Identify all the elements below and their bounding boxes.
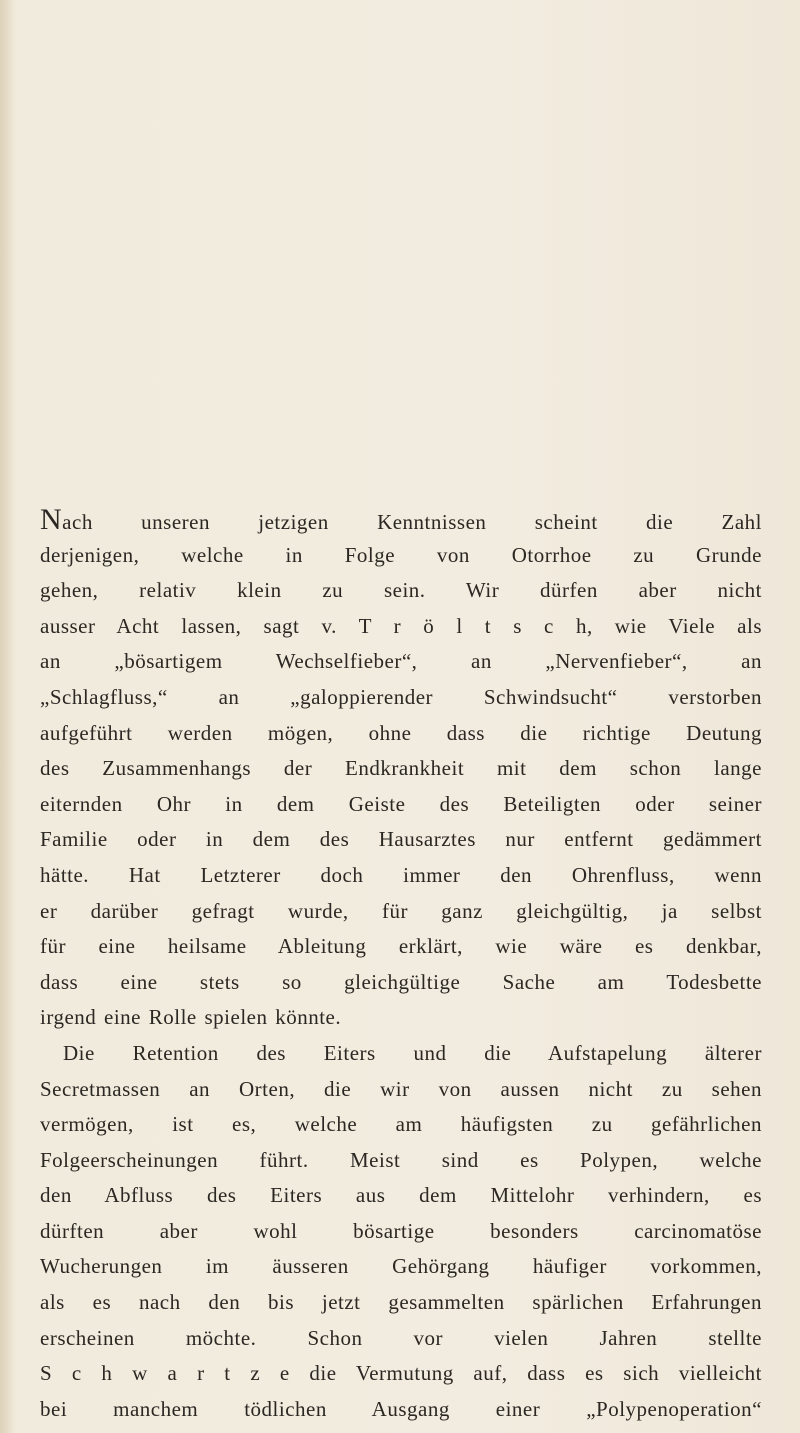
text-line: er darüber gefragt wurde, für ganz gleichgültig, ja selbst <box>40 898 762 923</box>
text-line: Nach unseren jetzigen Kenntnissen scheint die Zahl <box>40 503 762 536</box>
text-line: gehen, relativ klein zu sein. Wir dürfen aber nicht <box>40 578 762 603</box>
text-line: an „bösartigem Wechselfieber“, an „Nervenfieber“, an <box>40 649 762 674</box>
text-line: aufgeführt werden mögen, ohne dass die richtige Deutung <box>40 720 762 745</box>
text-line: Die Retention des Eiters und die Aufstapelung älterer <box>63 1040 762 1065</box>
page-gutter-shadow <box>0 0 14 1433</box>
paragraph-1 <box>40 502 762 1036</box>
text-line: den Abfluss des Eiters aus dem Mittelohr verhindern, es <box>40 1183 762 1208</box>
body-text <box>40 502 762 1427</box>
text-line: dass eine stets so gleichgültige Sache am Todesbette <box>40 969 762 994</box>
text-line: dürften aber wohl bösartige besonders carcinomatöse <box>40 1218 762 1243</box>
text-line: des Zusammenhangs der Endkrankheit mit dem schon lange <box>40 756 762 781</box>
text-line: Folgeerscheinungen führt. Meist sind es Polypen, welche <box>40 1147 762 1172</box>
text-line: ausser Acht lassen, sagt v. T r ö l t s c h, wie Viele als <box>40 613 762 638</box>
text-line: als es nach den bis jetzt gesammelten spärlichen Erfahrungen <box>40 1290 762 1315</box>
text-line: Secretmassen an Orten, die wir von aussen nicht zu sehen <box>40 1076 762 1101</box>
text-line: S c h w a r t z e die Vermutung auf, dass es sich vielleicht <box>40 1361 762 1386</box>
text-line: „Schlagfluss,“ an „galoppierender Schwindsucht“ verstorben <box>40 684 762 709</box>
text-line: irgend eine Rolle spielen könnte. <box>40 1005 342 1030</box>
text-line: erscheinen möchte. Schon vor vielen Jahren stellte <box>40 1325 762 1350</box>
text-line: eiternden Ohr in dem Geiste des Beteiligten oder seiner <box>40 791 762 816</box>
text-line: für eine heilsame Ableitung erklärt, wie wäre es denkbar, <box>40 934 762 959</box>
text-line: Wucherungen im äusseren Gehörgang häufiger vorkommen, <box>40 1254 762 1279</box>
text-line: derjenigen, welche in Folge von Otorrhoe zu Grunde <box>40 542 762 567</box>
text-line: vermögen, ist es, welche am häufigsten zu gefährlichen <box>40 1112 762 1137</box>
text-line: hätte. Hat Letzterer doch immer den Ohrenfluss, wenn <box>40 862 762 887</box>
text-line: Familie oder in dem des Hausarztes nur entfernt gedämmert <box>40 827 762 852</box>
text-line: bei manchem tödlichen Ausgang einer „Polypenoperation“ <box>40 1396 762 1421</box>
paragraph-2 <box>40 1036 762 1428</box>
